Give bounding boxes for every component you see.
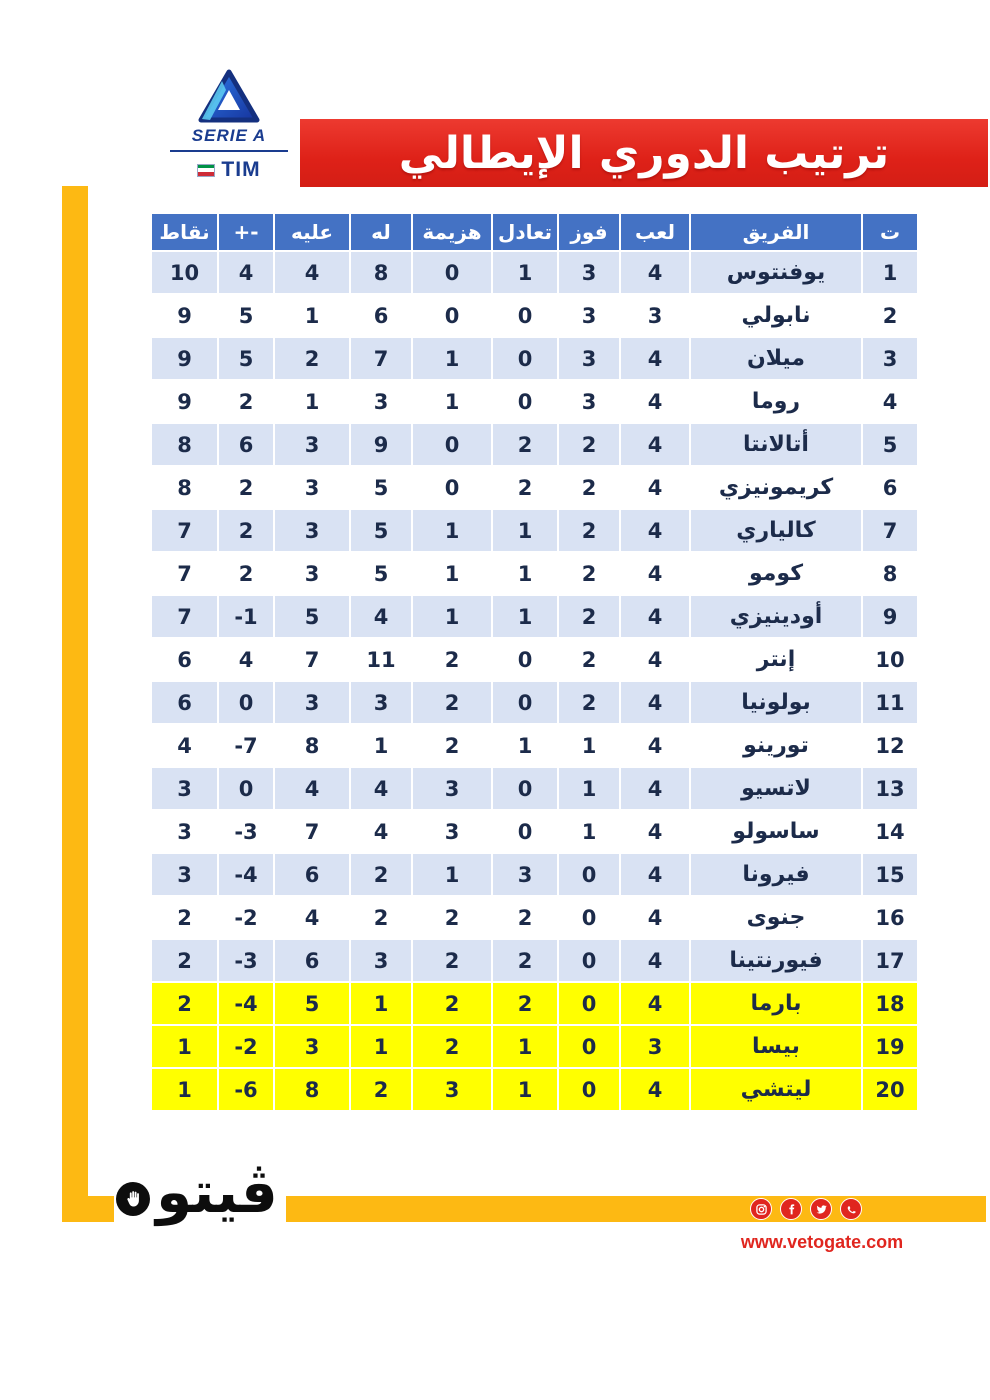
rank-cell: 15: [862, 853, 918, 896]
goal-diff-cell: 5: [218, 337, 274, 380]
rank-cell: 9: [862, 595, 918, 638]
drawn-cell: 3: [492, 853, 558, 896]
goals-for-cell: 7: [350, 337, 412, 380]
goals-for-cell: 11: [350, 638, 412, 681]
goal-diff-cell: -7: [218, 724, 274, 767]
goal-diff-cell: -3: [218, 810, 274, 853]
played-cell: 4: [620, 939, 690, 982]
goals-for-cell: 5: [350, 509, 412, 552]
lost-cell: 0: [412, 294, 492, 337]
team-cell: كريمونيزي: [690, 466, 862, 509]
goals-against-cell: 3: [274, 423, 350, 466]
twitter-icon[interactable]: [810, 1198, 832, 1220]
goals-for-cell: 3: [350, 681, 412, 724]
played-cell: 3: [620, 1025, 690, 1068]
table-row: [151, 896, 918, 939]
drawn-cell: 1: [492, 251, 558, 294]
lost-cell: 1: [412, 853, 492, 896]
rank-cell: 2: [862, 294, 918, 337]
team-cell: بولونيا: [690, 681, 862, 724]
col-header-points: نقاط: [151, 213, 218, 251]
rank-cell: 4: [862, 380, 918, 423]
points-cell: 10: [151, 251, 218, 294]
standings-table: [150, 212, 919, 1112]
col-header-played: لعب: [620, 213, 690, 251]
table-row: [151, 423, 918, 466]
drawn-cell: 1: [492, 724, 558, 767]
played-cell: 4: [620, 595, 690, 638]
rank-cell: 14: [862, 810, 918, 853]
lost-cell: 0: [412, 423, 492, 466]
drawn-cell: 2: [492, 466, 558, 509]
rank-cell: 18: [862, 982, 918, 1025]
tim-logo-text: TIM: [221, 158, 261, 181]
stop-hand-icon: [116, 1182, 150, 1216]
table-row: [151, 939, 918, 982]
goals-against-cell: 3: [274, 552, 350, 595]
lost-cell: 2: [412, 638, 492, 681]
goals-for-cell: 6: [350, 294, 412, 337]
table-row: [151, 380, 918, 423]
drawn-cell: 2: [492, 423, 558, 466]
facebook-icon[interactable]: [780, 1198, 802, 1220]
goals-for-cell: 4: [350, 810, 412, 853]
col-header-won: فوز: [558, 213, 620, 251]
goals-against-cell: 3: [274, 1025, 350, 1068]
col-header-team: الفريق: [690, 213, 862, 251]
points-cell: 1: [151, 1068, 218, 1111]
rank-cell: 16: [862, 896, 918, 939]
goals-against-cell: 2: [274, 337, 350, 380]
col-header-rank: ت: [862, 213, 918, 251]
won-cell: 1: [558, 810, 620, 853]
standings-body: [151, 251, 918, 1111]
table-row: [151, 853, 918, 896]
played-cell: 4: [620, 810, 690, 853]
drawn-cell: 0: [492, 294, 558, 337]
won-cell: 0: [558, 1025, 620, 1068]
table-row: [151, 337, 918, 380]
title-banner: [300, 119, 988, 187]
goals-against-cell: 3: [274, 509, 350, 552]
points-cell: 9: [151, 294, 218, 337]
lost-cell: 1: [412, 337, 492, 380]
won-cell: 0: [558, 896, 620, 939]
drawn-cell: 0: [492, 767, 558, 810]
team-cell: بيسا: [690, 1025, 862, 1068]
goals-for-cell: 4: [350, 595, 412, 638]
vetogate-logo-text: ڤيتو: [156, 1158, 278, 1226]
goals-for-cell: 4: [350, 767, 412, 810]
won-cell: 0: [558, 939, 620, 982]
goal-diff-cell: 2: [218, 466, 274, 509]
won-cell: 2: [558, 681, 620, 724]
team-cell: يوفنتوس: [690, 251, 862, 294]
goals-for-cell: 2: [350, 896, 412, 939]
played-cell: 4: [620, 724, 690, 767]
lost-cell: 0: [412, 466, 492, 509]
goals-against-cell: 3: [274, 466, 350, 509]
whatsapp-icon[interactable]: [840, 1198, 862, 1220]
points-cell: 7: [151, 509, 218, 552]
played-cell: 4: [620, 380, 690, 423]
lost-cell: 1: [412, 595, 492, 638]
table-row: [151, 982, 918, 1025]
col-header-goals-against: عليه: [274, 213, 350, 251]
played-cell: 4: [620, 853, 690, 896]
page-title: ترتيب الدوري الإيطالي: [398, 127, 890, 179]
played-cell: 4: [620, 638, 690, 681]
table-row: [151, 681, 918, 724]
played-cell: 4: [620, 337, 690, 380]
table-row: [151, 638, 918, 681]
goals-for-cell: 1: [350, 1025, 412, 1068]
goal-diff-cell: 0: [218, 681, 274, 724]
drawn-cell: 1: [492, 1025, 558, 1068]
drawn-cell: 2: [492, 982, 558, 1025]
goal-diff-cell: 4: [218, 638, 274, 681]
goals-against-cell: 6: [274, 939, 350, 982]
serie-a-logo: [164, 68, 294, 194]
team-cell: جنوى: [690, 896, 862, 939]
rank-cell: 6: [862, 466, 918, 509]
points-cell: 4: [151, 724, 218, 767]
won-cell: 2: [558, 552, 620, 595]
goal-diff-cell: -2: [218, 896, 274, 939]
bottom-accent-bar: [286, 1196, 986, 1222]
italian-flag-icon: [197, 164, 215, 177]
goals-against-cell: 5: [274, 982, 350, 1025]
website-url[interactable]: www.vetogate.com: [740, 1232, 904, 1252]
rank-cell: 17: [862, 939, 918, 982]
team-cell: إنتر: [690, 638, 862, 681]
points-cell: 8: [151, 466, 218, 509]
played-cell: 4: [620, 896, 690, 939]
goals-against-cell: 4: [274, 896, 350, 939]
table-row: [151, 552, 918, 595]
goal-diff-cell: 2: [218, 380, 274, 423]
table-row: [151, 294, 918, 337]
rank-cell: 5: [862, 423, 918, 466]
drawn-cell: 1: [492, 552, 558, 595]
played-cell: 4: [620, 1068, 690, 1111]
drawn-cell: 1: [492, 595, 558, 638]
rank-cell: 8: [862, 552, 918, 595]
team-cell: ميلان: [690, 337, 862, 380]
goals-for-cell: 8: [350, 251, 412, 294]
won-cell: 2: [558, 423, 620, 466]
drawn-cell: 0: [492, 337, 558, 380]
goals-against-cell: 7: [274, 638, 350, 681]
rank-cell: 1: [862, 251, 918, 294]
played-cell: 4: [620, 552, 690, 595]
rank-cell: 19: [862, 1025, 918, 1068]
goal-diff-cell: 2: [218, 552, 274, 595]
lost-cell: 2: [412, 724, 492, 767]
col-header-goal-diff: +-: [218, 213, 274, 251]
won-cell: 3: [558, 251, 620, 294]
points-cell: 1: [151, 1025, 218, 1068]
drawn-cell: 0: [492, 638, 558, 681]
goals-for-cell: 5: [350, 552, 412, 595]
table-row: [151, 1068, 918, 1111]
points-cell: 9: [151, 337, 218, 380]
goals-for-cell: 3: [350, 380, 412, 423]
played-cell: 4: [620, 251, 690, 294]
lost-cell: 2: [412, 681, 492, 724]
lost-cell: 2: [412, 939, 492, 982]
rank-cell: 11: [862, 681, 918, 724]
table-row: [151, 251, 918, 294]
goals-against-cell: 8: [274, 724, 350, 767]
points-cell: 3: [151, 810, 218, 853]
team-cell: نابولي: [690, 294, 862, 337]
team-cell: أودينيزي: [690, 595, 862, 638]
points-cell: 9: [151, 380, 218, 423]
goals-for-cell: 2: [350, 1068, 412, 1111]
goal-diff-cell: -4: [218, 982, 274, 1025]
table-row: [151, 767, 918, 810]
logo-divider: [170, 150, 288, 152]
team-cell: روما: [690, 380, 862, 423]
team-cell: فيورنتينا: [690, 939, 862, 982]
won-cell: 1: [558, 767, 620, 810]
social-icons: [750, 1198, 862, 1220]
lost-cell: 2: [412, 896, 492, 939]
left-accent-bar-foot: [62, 1196, 114, 1222]
won-cell: 2: [558, 595, 620, 638]
col-header-drawn: تعادل: [492, 213, 558, 251]
drawn-cell: 1: [492, 1068, 558, 1111]
lost-cell: 3: [412, 767, 492, 810]
played-cell: 4: [620, 681, 690, 724]
won-cell: 0: [558, 1068, 620, 1111]
goal-diff-cell: 5: [218, 294, 274, 337]
table-row: [151, 1025, 918, 1068]
col-header-goals-for: له: [350, 213, 412, 251]
goals-for-cell: 3: [350, 939, 412, 982]
lost-cell: 0: [412, 251, 492, 294]
goals-for-cell: 2: [350, 853, 412, 896]
instagram-icon[interactable]: [750, 1198, 772, 1220]
goals-for-cell: 1: [350, 724, 412, 767]
lost-cell: 3: [412, 1068, 492, 1111]
goal-diff-cell: 2: [218, 509, 274, 552]
header-row: [151, 213, 918, 251]
vetogate-logo: [112, 1146, 282, 1238]
points-cell: 6: [151, 638, 218, 681]
drawn-cell: 0: [492, 380, 558, 423]
goal-diff-cell: 4: [218, 251, 274, 294]
points-cell: 7: [151, 552, 218, 595]
played-cell: 4: [620, 423, 690, 466]
drawn-cell: 1: [492, 509, 558, 552]
lost-cell: 1: [412, 552, 492, 595]
drawn-cell: 2: [492, 939, 558, 982]
goal-diff-cell: -1: [218, 595, 274, 638]
team-cell: كالياري: [690, 509, 862, 552]
team-cell: أتالانتا: [690, 423, 862, 466]
points-cell: 3: [151, 767, 218, 810]
drawn-cell: 0: [492, 681, 558, 724]
team-cell: فيرونا: [690, 853, 862, 896]
goals-for-cell: 9: [350, 423, 412, 466]
table-row: [151, 509, 918, 552]
team-cell: لاتسيو: [690, 767, 862, 810]
col-header-lost: هزيمة: [412, 213, 492, 251]
goals-against-cell: 4: [274, 251, 350, 294]
left-accent-bar: [62, 186, 88, 1222]
goals-against-cell: 6: [274, 853, 350, 896]
goals-against-cell: 1: [274, 380, 350, 423]
won-cell: 3: [558, 380, 620, 423]
lost-cell: 2: [412, 1025, 492, 1068]
goal-diff-cell: -6: [218, 1068, 274, 1111]
played-cell: 3: [620, 294, 690, 337]
rank-cell: 13: [862, 767, 918, 810]
points-cell: 2: [151, 939, 218, 982]
goals-for-cell: 1: [350, 982, 412, 1025]
goals-against-cell: 4: [274, 767, 350, 810]
lost-cell: 1: [412, 380, 492, 423]
won-cell: 1: [558, 724, 620, 767]
team-cell: بارما: [690, 982, 862, 1025]
rank-cell: 7: [862, 509, 918, 552]
table-row: [151, 595, 918, 638]
points-cell: 2: [151, 982, 218, 1025]
won-cell: 3: [558, 337, 620, 380]
goal-diff-cell: 0: [218, 767, 274, 810]
goal-diff-cell: 6: [218, 423, 274, 466]
team-cell: تورينو: [690, 724, 862, 767]
points-cell: 2: [151, 896, 218, 939]
drawn-cell: 0: [492, 810, 558, 853]
points-cell: 6: [151, 681, 218, 724]
won-cell: 2: [558, 509, 620, 552]
won-cell: 2: [558, 638, 620, 681]
table-row: [151, 810, 918, 853]
played-cell: 4: [620, 982, 690, 1025]
won-cell: 0: [558, 982, 620, 1025]
won-cell: 2: [558, 466, 620, 509]
tim-logo: [197, 158, 260, 182]
played-cell: 4: [620, 767, 690, 810]
lost-cell: 1: [412, 509, 492, 552]
won-cell: 0: [558, 853, 620, 896]
rank-cell: 3: [862, 337, 918, 380]
played-cell: 4: [620, 466, 690, 509]
points-cell: 3: [151, 853, 218, 896]
lost-cell: 3: [412, 810, 492, 853]
played-cell: 4: [620, 509, 690, 552]
won-cell: 3: [558, 294, 620, 337]
serie-a-triangle-icon: [197, 68, 261, 124]
goals-against-cell: 8: [274, 1068, 350, 1111]
team-cell: ساسولو: [690, 810, 862, 853]
table-row: [151, 466, 918, 509]
team-cell: ليتشي: [690, 1068, 862, 1111]
points-cell: 8: [151, 423, 218, 466]
goals-against-cell: 7: [274, 810, 350, 853]
team-cell: كومو: [690, 552, 862, 595]
serie-a-logo-text: SERIE A: [191, 126, 267, 145]
goals-against-cell: 3: [274, 681, 350, 724]
drawn-cell: 2: [492, 896, 558, 939]
lost-cell: 2: [412, 982, 492, 1025]
goals-for-cell: 5: [350, 466, 412, 509]
goal-diff-cell: -2: [218, 1025, 274, 1068]
rank-cell: 12: [862, 724, 918, 767]
goals-against-cell: 5: [274, 595, 350, 638]
rank-cell: 20: [862, 1068, 918, 1111]
rank-cell: 10: [862, 638, 918, 681]
points-cell: 7: [151, 595, 218, 638]
goal-diff-cell: -4: [218, 853, 274, 896]
table-row: [151, 724, 918, 767]
goals-against-cell: 1: [274, 294, 350, 337]
goal-diff-cell: -3: [218, 939, 274, 982]
